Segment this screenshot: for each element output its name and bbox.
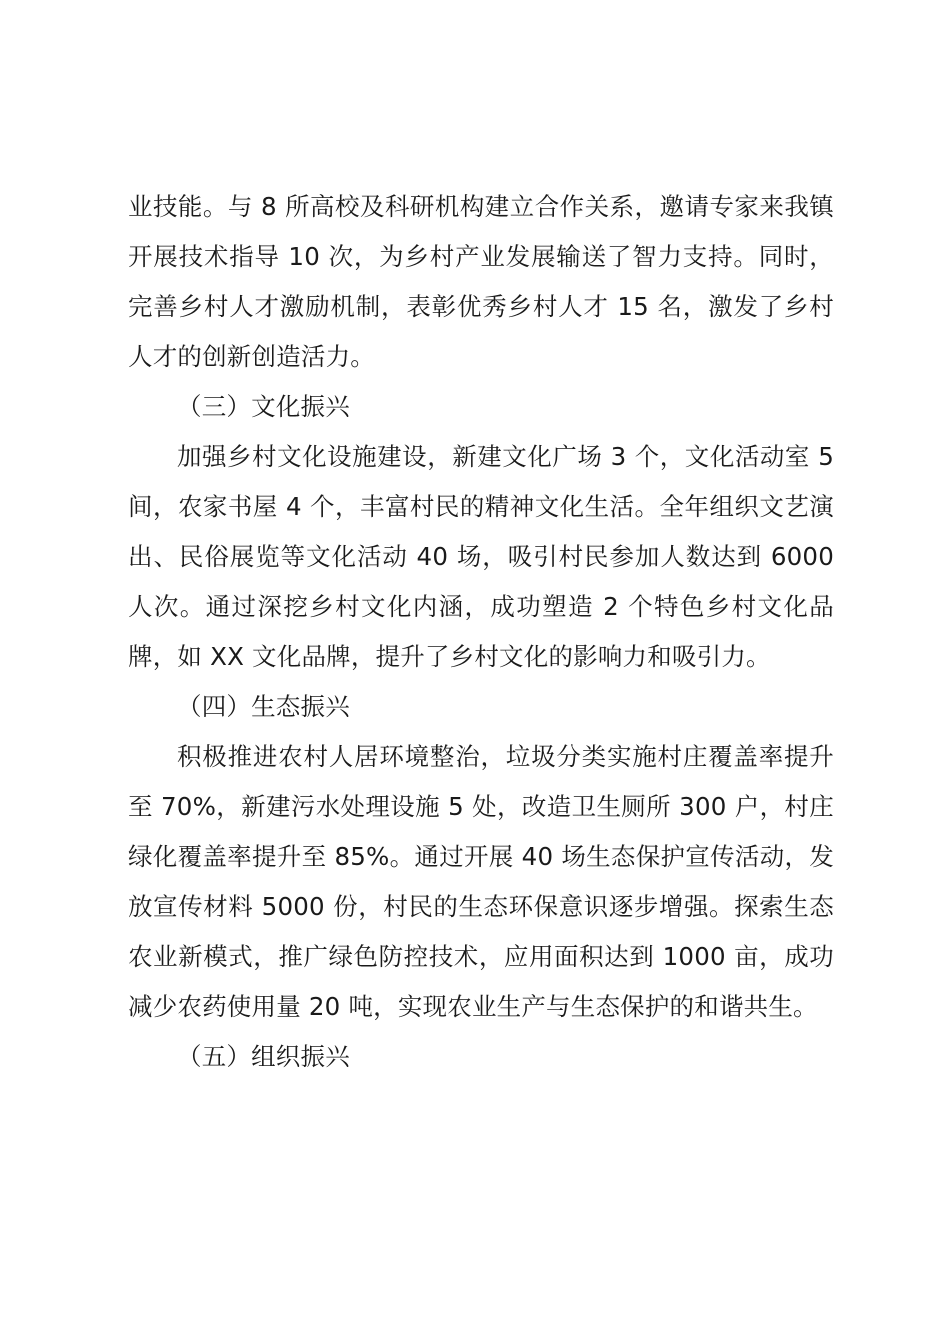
section-heading-culture: （三）文化振兴 [177, 392, 350, 421]
section-heading-ecology: （四）生态振兴 [177, 692, 350, 721]
paragraph-talent-continued: 业技能。与 8 所高校及科研机构建立合作关系，邀请专家来我镇开展技术指导 10 次，为乡村产业发展输送了智力支持。同时，完善乡村人才激励机制，表彰优秀乡村人才 15 名，激发了乡村人才的创新创造活力。 [128, 192, 834, 371]
paragraph-ecology: 积极推进农村人居环境整治，垃圾分类实施村庄覆盖率提升至 70%，新建污水处理设施 5 处，改造卫生厕所 300 户，村庄绿化覆盖率提升至 85%。通过开展 40 场生态保护宣传活动，发放宣传材料 5000 份，村民的生态环保意识逐步增强。探索生态农业新模式，推广绿色防控技术，应用面积达到 1000 亩，成功减少农药使用量 20 吨，实现农业生产与生态保护的和谐共生。 [128, 742, 834, 1021]
document-body [128, 182, 834, 1082]
paragraph-culture: 加强乡村文化设施建设，新建文化广场 3 个，文化活动室 5 间，农家书屋 4 个，丰富村民的精神文化生活。全年组织文艺演出、民俗展览等文化活动 40 场，吸引村民参加人数达到 6000 人次。通过深挖乡村文化内涵，成功塑造 2 个特色乡村文化品牌，如 XX 文化品牌，提升了乡村文化的影响力和吸引力。 [128, 442, 834, 671]
section-heading-organization: （五）组织振兴 [177, 1042, 350, 1071]
